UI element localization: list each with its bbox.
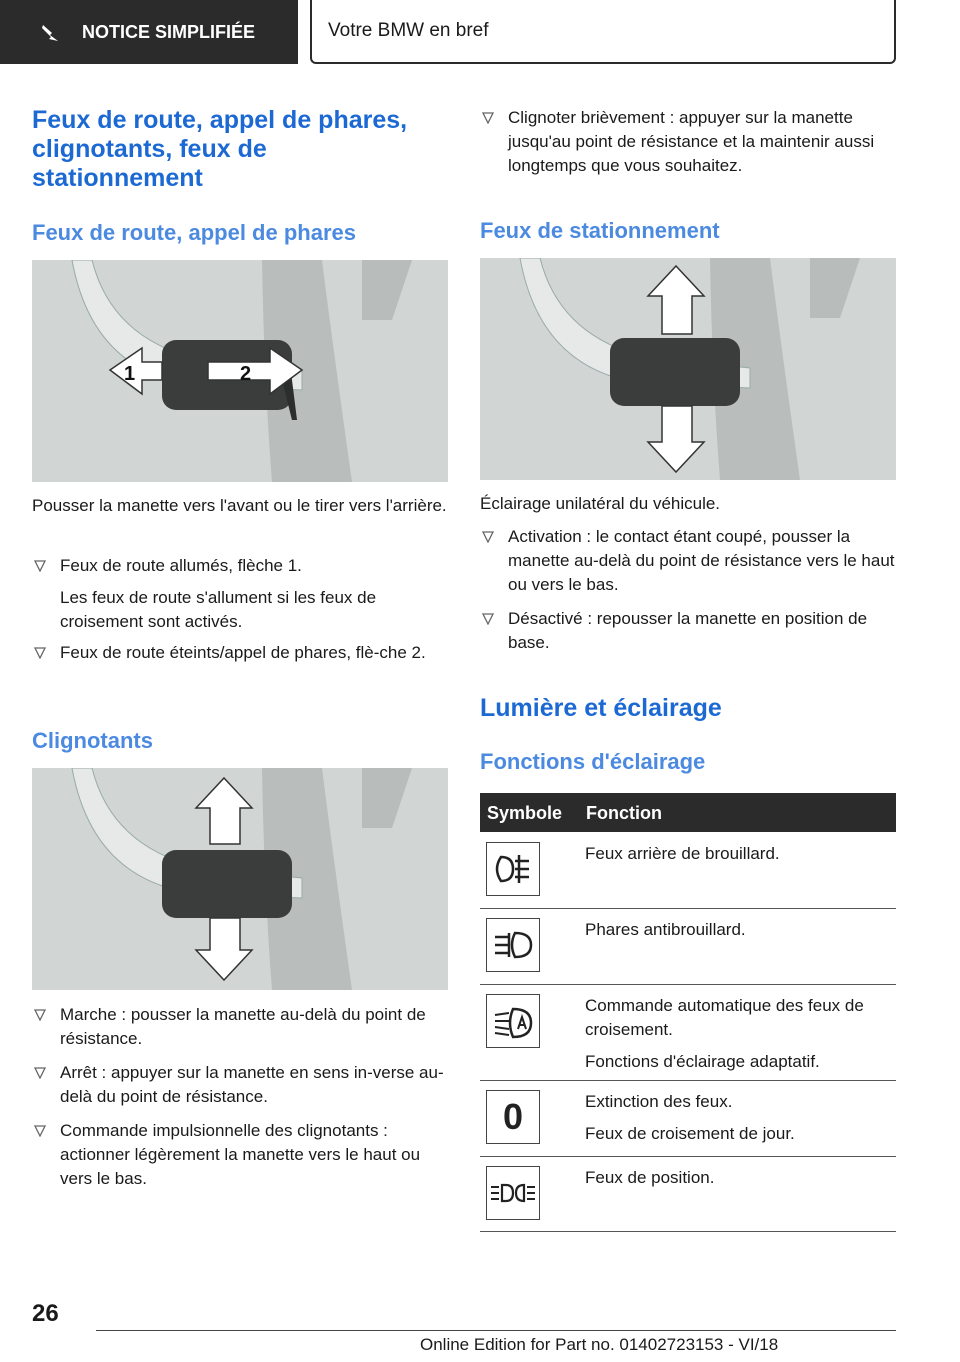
list-item bbox=[32, 641, 448, 665]
row-text: Phares antibrouillard. bbox=[585, 920, 746, 939]
lights-off-icon bbox=[486, 1090, 540, 1144]
table-row bbox=[480, 832, 896, 909]
quick-guide-icon bbox=[40, 21, 62, 43]
list-item bbox=[480, 607, 896, 655]
bullet-triangle-icon bbox=[482, 531, 494, 543]
bullet-text: Marche : pousser la manette au-delà du point de résistance. bbox=[60, 1005, 426, 1048]
edition-text: Online Edition for Part no. 01402723153 - VI/18 bbox=[420, 1335, 779, 1354]
bullet-triangle-icon bbox=[34, 1009, 46, 1021]
bullet-text: Feux de route éteints/appel de phares, flè-che 2. bbox=[60, 643, 426, 662]
page-number: 26 bbox=[32, 1300, 59, 1327]
lights-off-glyph: 0 bbox=[502, 1096, 524, 1137]
table-row bbox=[480, 1080, 896, 1157]
row-text bbox=[585, 994, 885, 1074]
tab-label: NOTICE SIMPLIFIÉE bbox=[82, 21, 256, 42]
row-text: Feux arrière de brouillard. bbox=[585, 844, 780, 863]
bullet-text: Activation : le contact étant coupé, pousser la manette au-delà du point de résistance vers le haut ou vers le bas. bbox=[508, 527, 895, 594]
row-text-line: Fonctions d'éclairage adaptatif. bbox=[585, 1052, 820, 1071]
row-text-line: Commande automatique des feux de croisement. bbox=[585, 996, 864, 1039]
bullet-text: Arrêt : appuyer sur la manette en sens in-verse au-delà du point de résistance. bbox=[60, 1063, 444, 1106]
bullet-text: Commande impulsionnelle des clignotants : actionner légèrement la manette vers le haut ou vers le bas. bbox=[60, 1121, 421, 1188]
bullet-triangle-icon bbox=[482, 112, 494, 124]
section-title: Votre BMW en bref bbox=[328, 20, 489, 41]
bullet-text: Feux de route allumés, flèche 1. bbox=[60, 556, 302, 575]
section-header bbox=[310, 0, 896, 64]
list-item bbox=[32, 1003, 448, 1051]
rear-fog-light-icon bbox=[486, 842, 540, 896]
row-text-line: Extinction des feux. bbox=[585, 1092, 733, 1111]
page-title: Feux de route, appel de phares, clignotants, feux de stationnement bbox=[32, 106, 408, 192]
list-item bbox=[480, 106, 896, 178]
header-tab[interactable] bbox=[0, 0, 298, 64]
table-row bbox=[480, 908, 896, 985]
arrow-label-1: 1 bbox=[124, 363, 136, 385]
bullet-triangle-icon bbox=[482, 613, 494, 625]
bullet-note: Les feux de route s'allument si les feux de croisement sont activés. bbox=[60, 588, 377, 631]
list-item bbox=[32, 1061, 448, 1109]
parking-light-icon bbox=[486, 1166, 540, 1220]
table-row bbox=[480, 1156, 896, 1232]
bullet-triangle-icon bbox=[34, 1067, 46, 1079]
bullet-text: Clignoter brièvement : appuyer sur la manette jusqu'au point de résistance et la maintenir aussi longtemps que vous souhaitez. bbox=[508, 108, 875, 175]
bullet-triangle-icon bbox=[34, 560, 46, 572]
arrow-label-2: 2 bbox=[240, 363, 252, 385]
list-item bbox=[32, 1119, 448, 1191]
bullet-triangle-icon bbox=[34, 1125, 46, 1137]
parking-light-text: Éclairage unilatéral du véhicule. bbox=[480, 494, 721, 513]
bullet-triangle-icon bbox=[34, 647, 46, 659]
front-fog-light-icon bbox=[486, 918, 540, 972]
footer-divider bbox=[96, 1330, 896, 1331]
subheading-lighting-functions: Fonctions d'éclairage bbox=[480, 749, 706, 774]
subheading-parking-lights: Feux de stationnement bbox=[480, 218, 720, 243]
parking-light-figure bbox=[480, 258, 896, 480]
subheading-turn-signals: Clignotants bbox=[32, 728, 153, 753]
table-row bbox=[480, 984, 896, 1081]
column-header-function: Fonction bbox=[586, 803, 662, 823]
subheading-high-beam: Feux de route, appel de phares bbox=[32, 220, 356, 245]
row-text-line: Feux de croisement de jour. bbox=[585, 1124, 795, 1143]
section-title-lighting: Lumière et éclairage bbox=[480, 694, 722, 722]
row-text: Feux de position. bbox=[585, 1168, 715, 1187]
bullet-text: Désactivé : repousser la manette en position de base. bbox=[508, 609, 868, 652]
column-header-symbol: Symbole bbox=[487, 803, 563, 823]
table-header bbox=[480, 793, 896, 832]
row-text bbox=[585, 1090, 885, 1146]
turn-signal-figure bbox=[32, 768, 448, 990]
high-beam-figure bbox=[32, 260, 448, 482]
auto-headlight-icon bbox=[486, 994, 540, 1048]
list-item bbox=[480, 525, 896, 597]
list-item bbox=[32, 554, 448, 634]
high-beam-text: Pousser la manette vers l'avant ou le tirer vers l'arrière. bbox=[32, 496, 447, 515]
